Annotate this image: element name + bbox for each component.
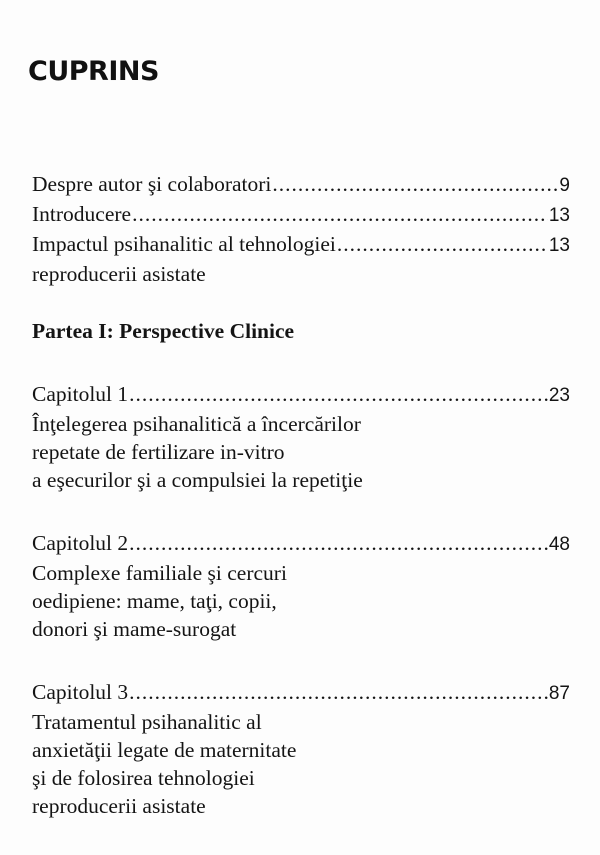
table-of-contents: [32, 170, 570, 855]
chapter-page-number: 48: [548, 534, 570, 555]
entry-page-number: 9: [559, 175, 570, 196]
toc-entry-chapter-1[interactable]: [32, 380, 570, 494]
chapter-subtitle-line: reproducerii asistate: [32, 794, 206, 818]
dot-leader: [129, 380, 548, 408]
entry-label: Introducere: [32, 202, 132, 226]
toc-entry-chapter-2[interactable]: [32, 529, 570, 643]
toc-entry-introduction[interactable]: [32, 200, 570, 230]
chapter-subtitle-line: anxietăţii legate de maternitate: [32, 738, 297, 762]
chapter-label: Capitolul 2: [32, 531, 129, 555]
chapter-subtitle-line: Tratamentul psihanalitic al: [32, 710, 262, 734]
chapter-page-number: 87: [548, 683, 570, 704]
entry-label: Impactul psihanalitic al tehnologiei: [32, 232, 336, 256]
dot-leader: [132, 200, 548, 228]
chapter-subtitle-line: repetate de fertilizare in-vitro: [32, 440, 285, 464]
part-heading: Partea I: Perspective Clinice: [32, 319, 295, 343]
chapter-subtitle-line: Înţelegerea psihanalitică a încercărilor: [32, 412, 361, 436]
toc-entry-about-author[interactable]: [32, 170, 570, 200]
entry-page-number: 13: [548, 235, 570, 256]
chapter-subtitle-line: a eşecurilor şi a compulsiei la repetiţie: [32, 468, 363, 492]
entry-page-number: 13: [548, 205, 570, 226]
entry-label: Despre autor şi colaboratori: [32, 172, 272, 196]
toc-entry-impact[interactable]: [32, 230, 570, 288]
dot-leader: [272, 170, 558, 198]
chapter-subtitle-line: donori şi mame-surogat: [32, 617, 237, 641]
chapter-page-number: 23: [548, 385, 570, 406]
dot-leader: [129, 529, 548, 557]
toc-entry-chapter-3[interactable]: [32, 678, 570, 820]
dot-leader: [129, 678, 548, 706]
chapter-subtitle-line: oedipiene: mame, taţi, copii,: [32, 589, 277, 613]
chapter-subtitle-line: Complexe familiale şi cercuri: [32, 561, 287, 585]
chapter-subtitle-line: şi de folosirea tehnologiei: [32, 766, 255, 790]
chapter-label: Capitolul 3: [32, 680, 129, 704]
chapter-label: Capitolul 1: [32, 382, 129, 406]
entry-continuation: reproducerii asistate: [32, 262, 206, 286]
page-title: CUPRINS: [28, 56, 159, 87]
dot-leader: [337, 230, 548, 258]
